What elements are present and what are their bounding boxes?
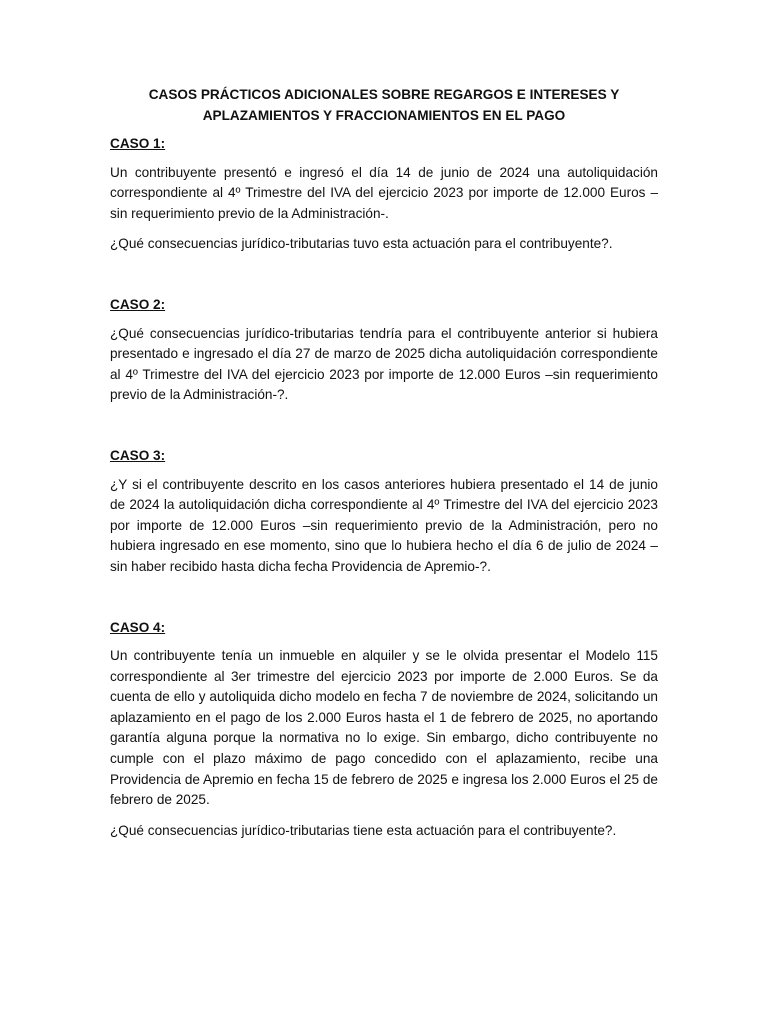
- spacer: [110, 265, 658, 295]
- case-4-paragraph-1: Un contribuyente tenía un inmueble en alquiler y se le olvida presentar el Modelo 115 correspondiente al 3er trimestre del ejercicio 2023 por importe de 2.000 Euros. Se da cuenta de ello y autoliquida dicho modelo en fecha 7 de noviembre de 2024, solicitando un aplazamiento en el pago de los 2.000 Euros hasta el 1 de febrero de 2025, no aportando garantía alguna porque la normativa no lo exige. Sin embargo, dicho contribuyente no cumple con el plazo máximo de pago concedido con el aplazamiento, recibe una Providencia de Apremio en fecha 15 de febrero de 2025 e ingresa los 2.000 Euros el 25 de febrero de 2025.: [110, 648, 658, 808]
- case-1-heading: CASO 1:: [110, 136, 166, 151]
- case-1-question: ¿Qué consecuencias jurídico-tributarias tuvo esta actuación para el contribuyente?.: [110, 236, 613, 252]
- case-2-heading: CASO 2:: [110, 296, 166, 312]
- case-4-question: ¿Qué consecuencias jurídico-tributarias tiene esta actuación para el contribuyente?.: [110, 822, 617, 838]
- spacer: [110, 416, 658, 446]
- title-line-2: APLAZAMIENTOS Y FRACCIONAMIENTOS EN EL PAGO: [202, 108, 566, 123]
- case-3: [110, 446, 658, 578]
- case-1-paragraph-1: Un contribuyente presentó e ingresó el día 14 de junio de 2024 una autoliquidación correspondiente al 4º Trimestre del IVA del ejercicio 2023 por importe de 12.000 Euros –sin requerimiento previo de la Administración-.: [110, 164, 658, 221]
- case-1: [110, 134, 658, 255]
- case-2: [110, 295, 658, 406]
- document-title: [110, 84, 658, 126]
- title-line-1: CASOS PRÁCTICOS ADICIONALES SOBRE REGARGOS E INTERESES Y: [148, 87, 620, 102]
- case-3-heading: CASO 3:: [110, 447, 166, 463]
- case-4: [110, 618, 658, 842]
- document-page: [110, 84, 658, 851]
- case-3-question: ¿Y si el contribuyente descrito en los casos anteriores hubiera presentado el 14 de junio de 2024 la autoliquidación dicha correspondiente al 4º Trimestre del IVA del ejercicio 2023 por importe de 12.000 Euros –sin requerimiento previo de la Administración, pero no hubiera ingresado en ese momento, sino que lo hubiera hecho el día 6 de julio de 2024 –sin haber recibido hasta dicha fecha Providencia de Apremio-?.: [110, 476, 658, 574]
- case-2-question: ¿Qué consecuencias jurídico-tributarias tendría para el contribuyente anterior si hubiera presentado e ingresado el día 27 de marzo de 2025 dicha autoliquidación correspondiente al 4º Trimestre del IVA del ejercicio 2023 por importe de 12.000 Euros –sin requerimiento previo de la Administración-?.: [110, 325, 658, 403]
- case-4-heading: CASO 4:: [110, 619, 166, 635]
- spacer: [110, 588, 658, 618]
